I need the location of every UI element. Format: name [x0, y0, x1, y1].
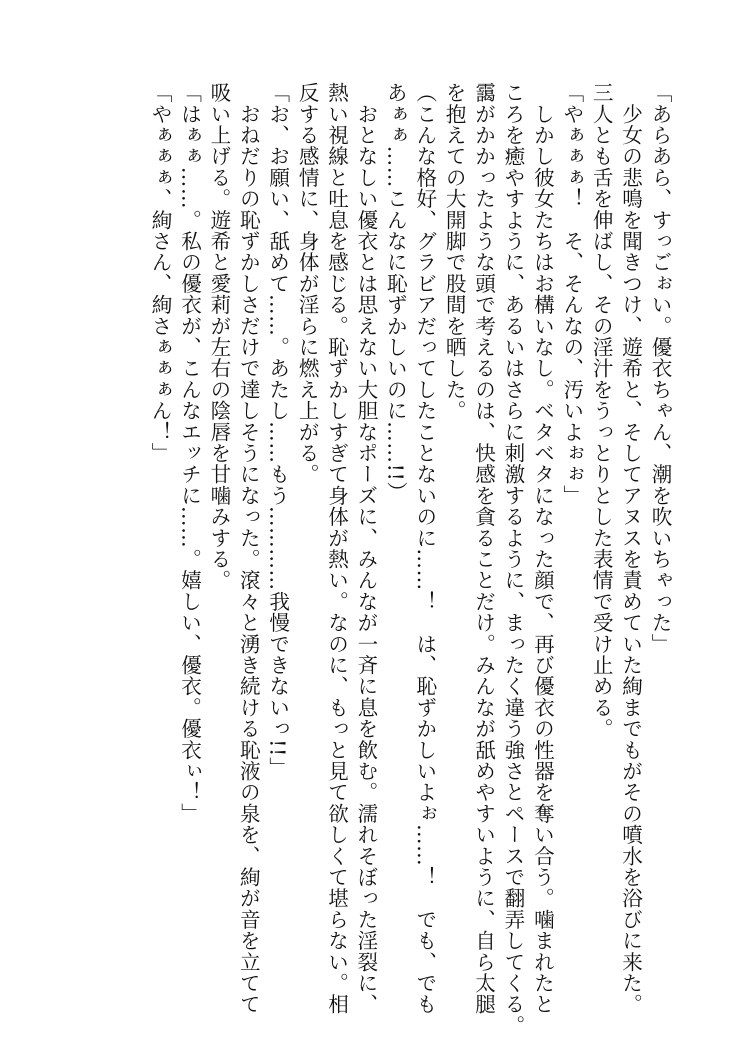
- text-line: 少女の悲鳴を聞きつけ、遊希と、そしてアヌスを責めていた絢までもがその噴水を浴びに来た。: [618, 82, 643, 1015]
- vertical-text-body: [145, 82, 674, 1036]
- text-line: 「あらあら、すっごぉい。優衣ちゃん、潮を吹いちゃった」: [648, 82, 672, 655]
- text-line: 「はぁぁ……。私の優衣が、こんなエッチに……。嬉しい、優衣。優衣ぃ！」: [177, 82, 202, 824]
- text-line: 「やぁぁぁ！ そ、そんなの、汚いよぉぉ」: [559, 82, 584, 506]
- text-line: 吸い上げる。遊希と愛莉が左右の陰唇を甘噛みする。: [206, 82, 231, 591]
- text-line: 靄がかかったような頭で考えるのは、快感を貪ることだけ。みんなが舐めやすいように、自ら太腿: [471, 82, 496, 1015]
- text-line: 「お、お願い、舐めて……。あたし……もう…………我慢できないっ!!」: [265, 82, 290, 779]
- text-line: を抱えての大開脚で股間を晒した。: [442, 82, 467, 422]
- text-line: おとなしい優衣とは思えない大胆なポーズに、みんなが一斉に息を飲む。濡れそぼった淫裂に、: [353, 82, 378, 1015]
- text-line: （こんな格好、グラビアだってしたことないのに……！ は、恥ずかしいよぉ……！ でも、でも: [412, 82, 437, 1015]
- text-line: あぁぁ……こんなに恥ずかしいのに……!!）: [383, 82, 408, 503]
- text-line: 「やぁぁぁ、絢さん、絢さぁぁぁん！」: [148, 82, 173, 464]
- text-line: ころを癒やすように、あるいはさらに刺激するように、まったく違う強さとペースで翻弄してくる。: [500, 82, 525, 1036]
- text-line: 熱い視線と吐息を感じる。恥ずかしすぎて身体が熱い。なのに、もっと見て欲しくて堪らない。相: [324, 82, 349, 1015]
- text-line: 反する感情に、身体が淫らに燃え上がる。: [295, 82, 320, 485]
- text-line: しかし彼女たちはお構いなし。ベタベタになった顔で、再び優衣の性器を奪い合う。噛まれたと: [530, 82, 555, 1015]
- text-line: 三人とも舌を伸ばし、その淫汁をうっとりとした表情で受け止める。: [589, 82, 614, 740]
- text-line: おねだりの恥ずかしさだけで達しそうになった。滾々と湧き続ける恥液の泉を、絢が音を立てて: [236, 82, 261, 1015]
